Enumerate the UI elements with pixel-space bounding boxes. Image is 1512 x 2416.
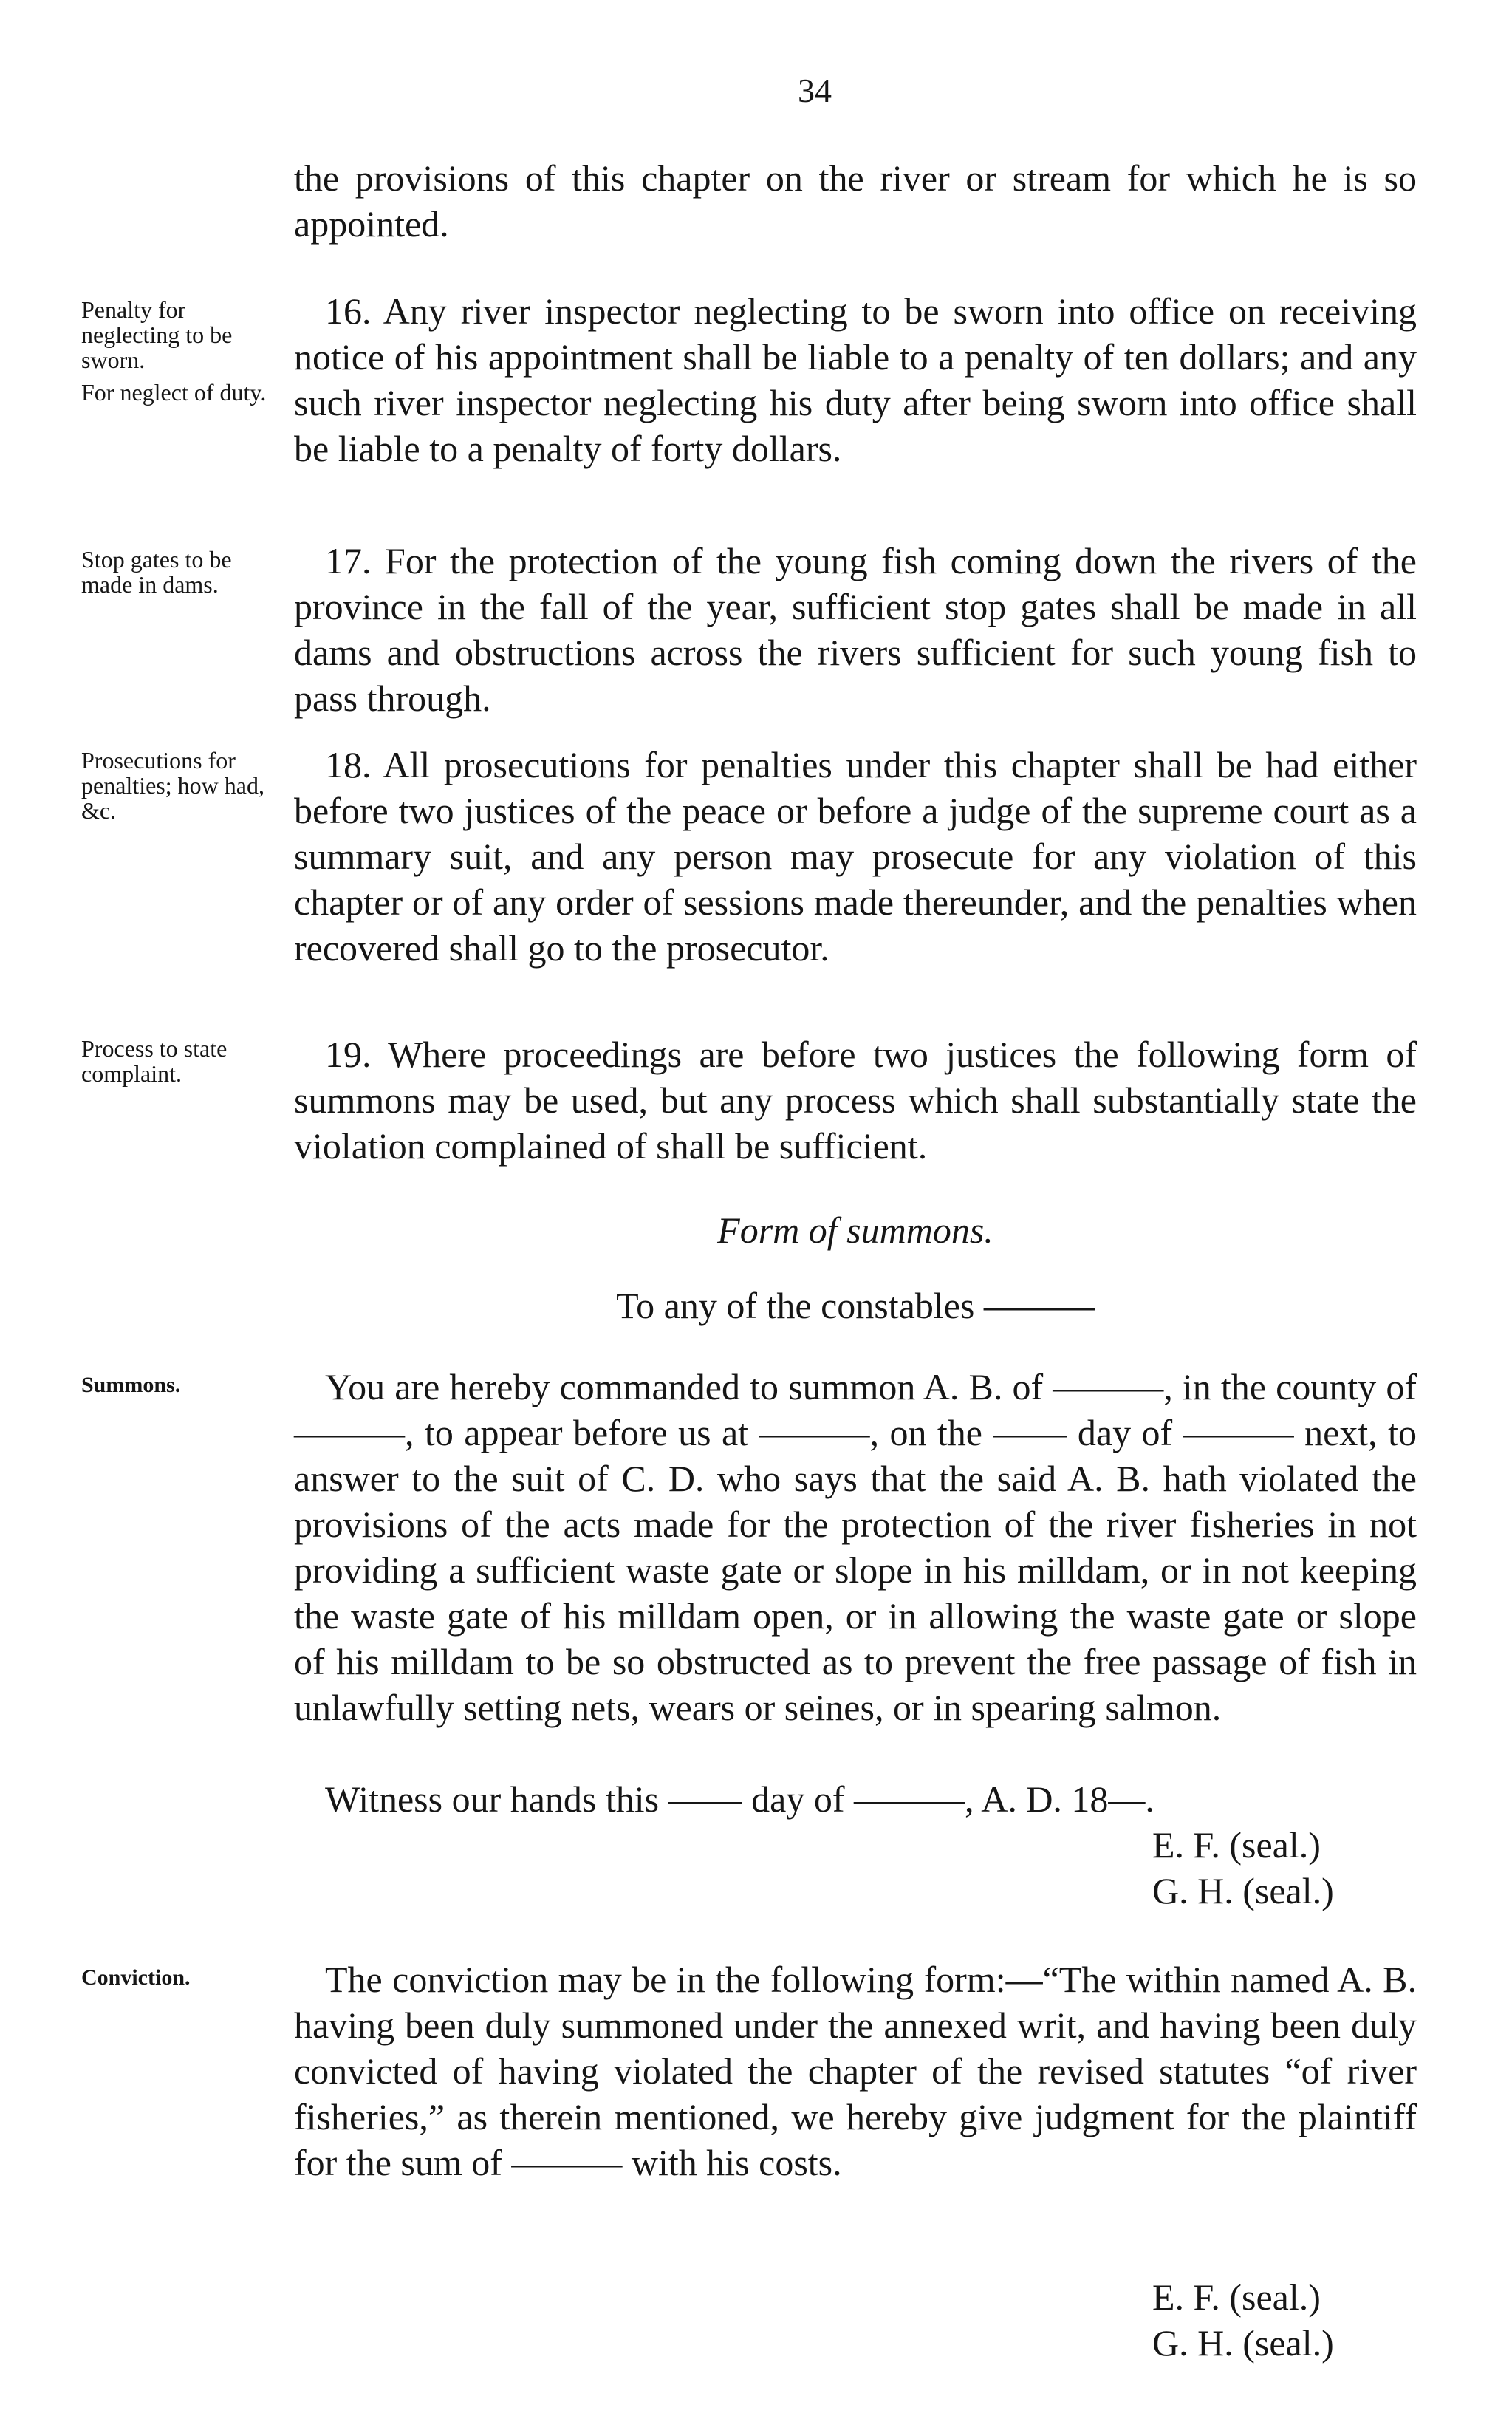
margin-note-stop-gates: Stop gates to be made in dams. bbox=[81, 546, 232, 598]
section-17: 17. For the protection of the young fish coming down the rivers of the province in the fall of the year, sufficient stop gates shall be made in all dams and obstructions across the rivers sufficient for such young fish to pass through. bbox=[294, 540, 1417, 719]
conviction-signatures bbox=[1152, 2274, 1334, 2366]
witness-line: Witness our hands this —— day of ———, A. D. 18—. bbox=[325, 1778, 1154, 1820]
section-16: 16. Any river inspector neglecting to be sworn into office on receiving notice of his appointment shall be liable to a penalty of ten dollars; and any such river inspector neglecting his duty after being sworn into office shall be liable to a penalty of forty dollars. bbox=[294, 290, 1417, 469]
form-title: Form of summons. bbox=[717, 1209, 993, 1251]
conviction-text: The conviction may be in the following form:—“The within named A. B. having been duly summoned under the annexed writ, and having been duly convicted of having violated the chapter of the revised statutes “of river fisheries,” as therein mentioned, we hereby give judgment for the plaintiff for the sum of ——— with his costs. bbox=[294, 1959, 1417, 2183]
summons-text: You are hereby commanded to summon A. B. of ———, in the county of ———, to appear before us at ———, on the —— day of ——— next, to answer to the suit of C. D. who says that the said A. B. hath violated the provisions of the acts made for the protection of the river fisheries in not providing a sufficient waste gate or slope in his milldam, or in not keeping the waste gate of his milldam open, or in allowing the waste gate or slope of his milldam to be so obstructed as to prevent the free passage of fish in unlawfully setting nets, wears or seines, or in spearing salmon. bbox=[294, 1366, 1417, 1728]
continuation-paragraph: the provisions of this chapter on the river or stream for which he is so appointed. bbox=[294, 157, 1417, 245]
margin-note-summons: Summons. bbox=[81, 1373, 181, 1397]
margin-note-conviction: Conviction. bbox=[81, 1965, 191, 1990]
signature-ef-conviction: E. F. (seal.) bbox=[1152, 2276, 1321, 2318]
margin-note-neglect: For neglect of duty. bbox=[81, 379, 267, 406]
section-19: 19. Where proceedings are before two justices the following form of summons may be used, but any process which shall substantially state the violation complained of shall be sufficient. bbox=[294, 1034, 1417, 1167]
margin-note-penalty: Penalty for neglecting to be sworn. bbox=[81, 296, 233, 373]
form-address: To any of the constables ——— bbox=[616, 1285, 1095, 1326]
signature-ef: E. F. (seal.) bbox=[1152, 1824, 1321, 1866]
margin-note-process: Process to state complaint. bbox=[81, 1035, 228, 1087]
page-number: 34 bbox=[798, 72, 832, 109]
summons-signatures bbox=[1152, 1822, 1334, 1914]
signature-gh-conviction: G. H. (seal.) bbox=[1152, 2322, 1334, 2364]
section-18: 18. All prosecutions for penalties under this chapter shall be had either before two justices of the peace or before a judge of the supreme court as a summary suit, and any person may prosecute for any violation of this chapter or of any order of sessions made thereunder, and the penalties when recovered shall go to the prosecutor. bbox=[294, 744, 1417, 969]
signature-gh: G. H. (seal.) bbox=[1152, 1870, 1334, 1911]
margin-note-prosecutions: Prosecutions for penalties; how had, &c. bbox=[81, 747, 264, 824]
